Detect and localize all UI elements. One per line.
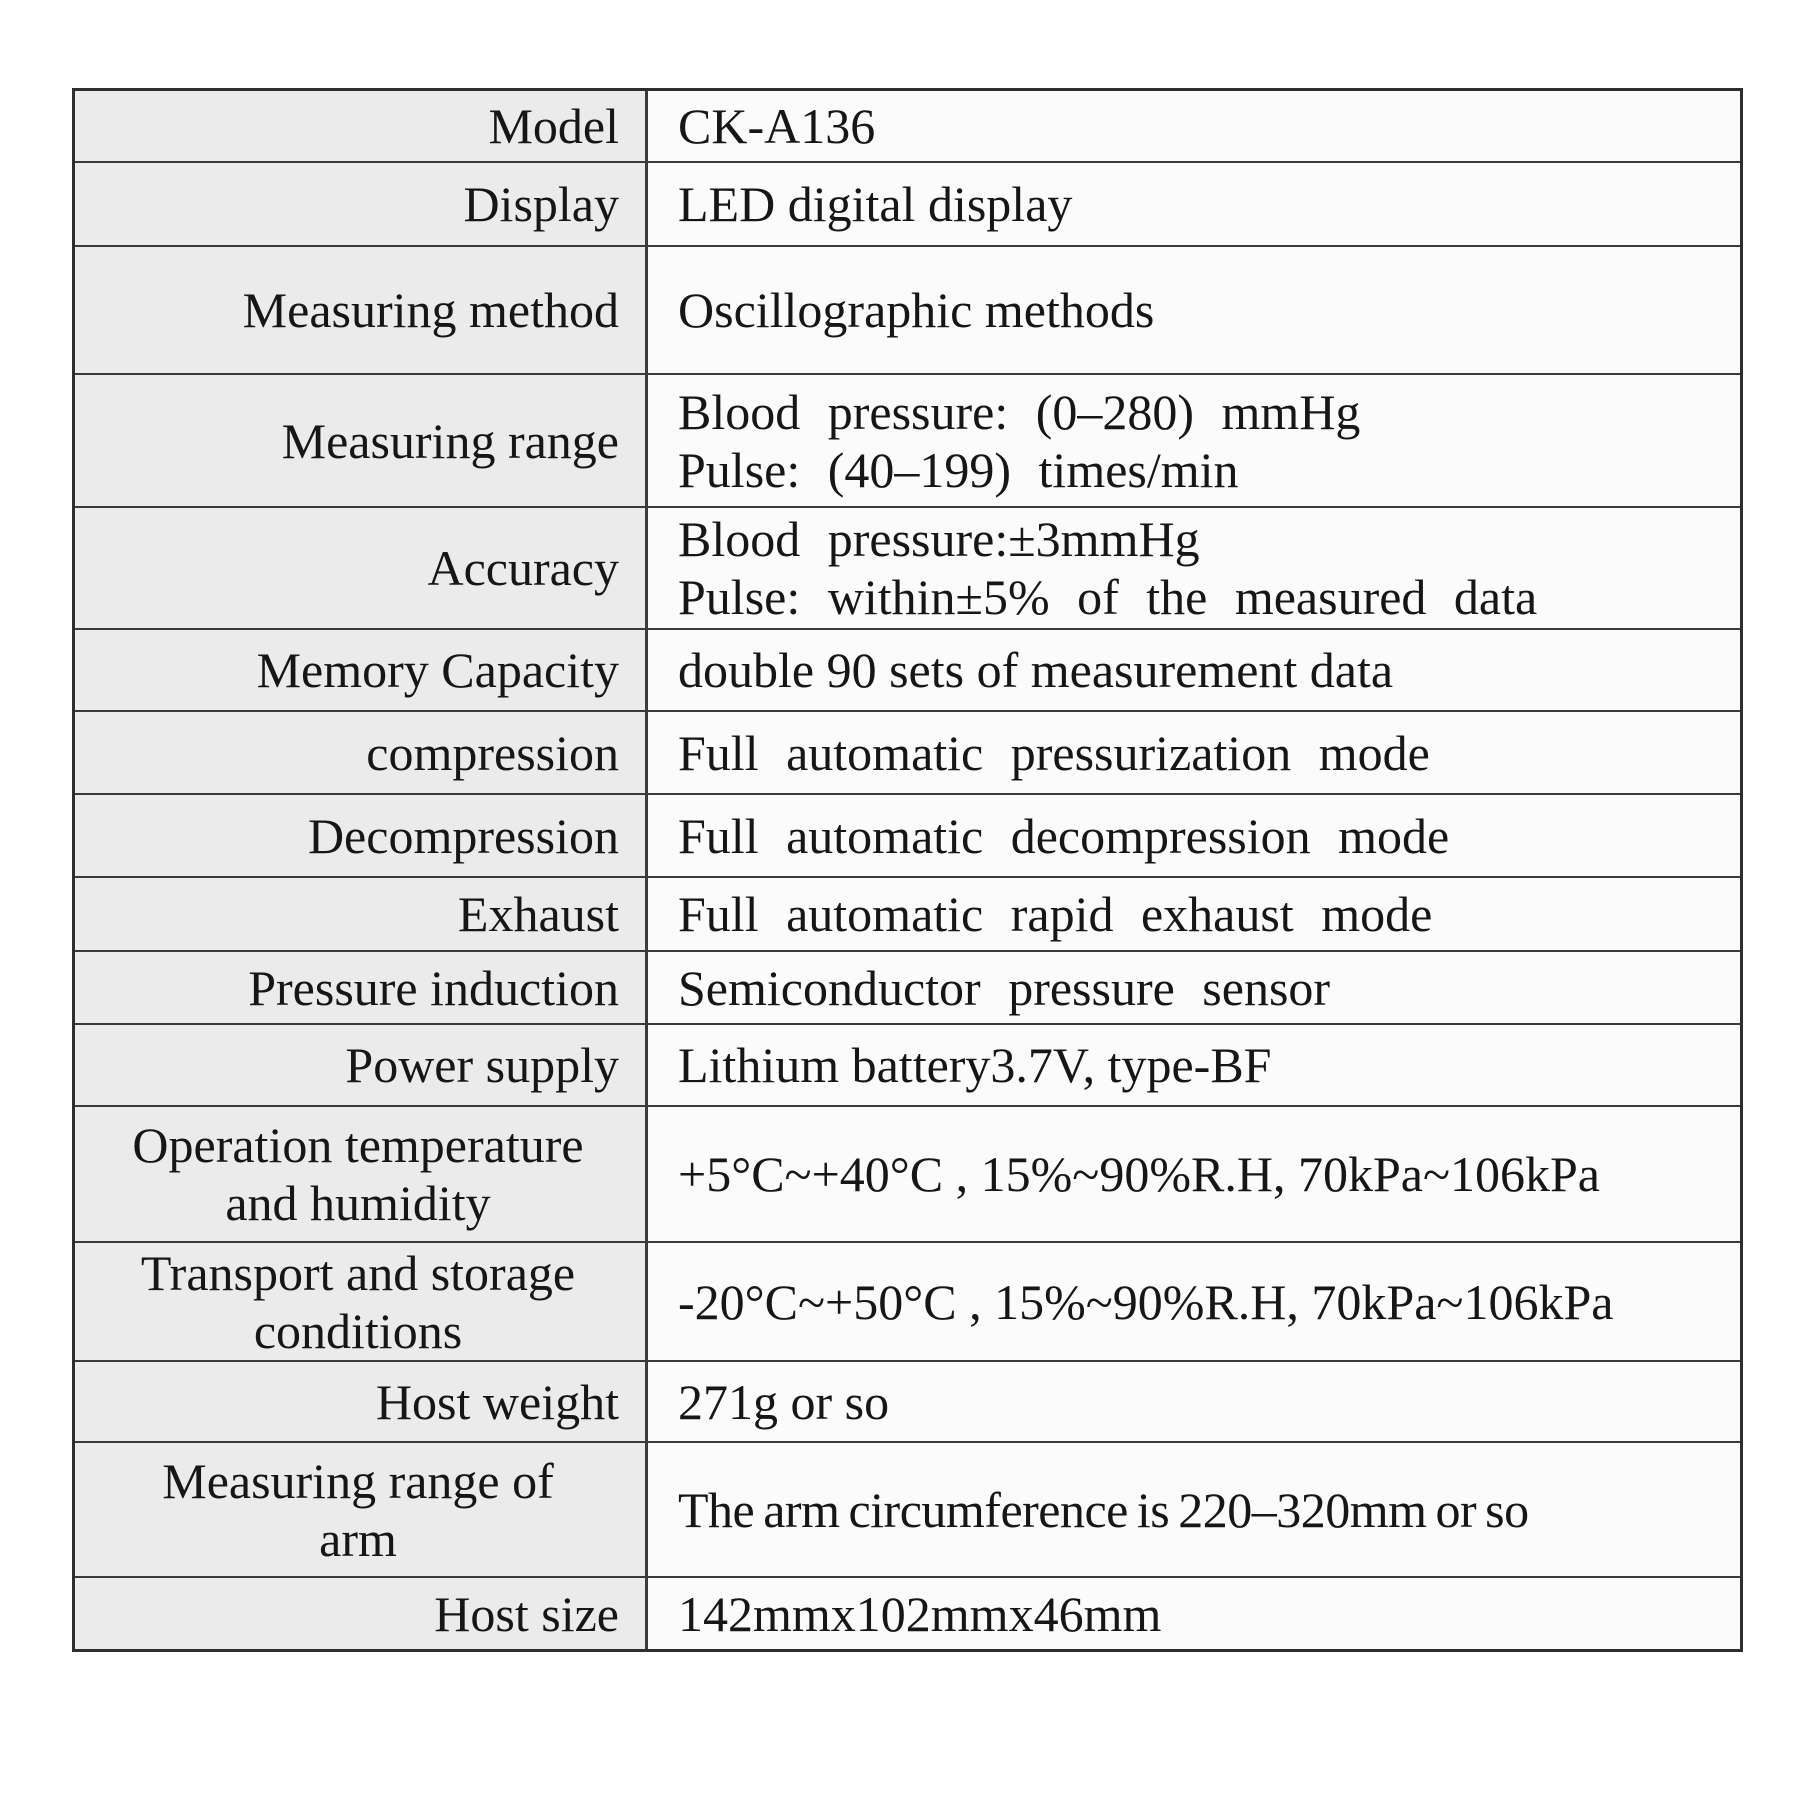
spec-value-host-weight: [648, 1362, 1740, 1441]
value-text: CK-A136: [678, 98, 876, 154]
spec-label-compression: [75, 712, 648, 793]
label-text: compression: [366, 724, 619, 781]
value-text: LED digital display: [678, 176, 1073, 232]
value-text: double 90 sets of measurement data: [678, 642, 1394, 698]
table-row-power-supply: [75, 1023, 1740, 1105]
table-row-arm-range: [75, 1441, 1740, 1576]
table-row-pressure-induction: [75, 950, 1740, 1023]
label-text: Operation temperature: [132, 1117, 584, 1173]
table-row-host-weight: [75, 1360, 1740, 1441]
label-text: Exhaust: [457, 886, 619, 942]
label-text: Host size: [434, 1585, 619, 1642]
value-text: Semiconductor pressure sensor: [678, 959, 1331, 1016]
spec-value-transport-storage: [648, 1243, 1740, 1360]
table-row-transport-storage: [75, 1241, 1740, 1360]
table-row-display: [75, 161, 1740, 245]
value-text: Oscillographic methods: [678, 282, 1155, 338]
label-text: Memory Capacity: [256, 642, 619, 698]
spec-value-accuracy: [648, 508, 1740, 628]
label-text: Measuring range of: [162, 1452, 554, 1509]
table-row-accuracy: [75, 506, 1740, 628]
table-row-memory-capacity: [75, 628, 1740, 710]
table-row-measuring-method: [75, 245, 1740, 373]
table-row-exhaust: [75, 876, 1740, 950]
value-text: Blood pressure: (0–280) mmHg: [678, 383, 1361, 440]
table-row-model: [75, 91, 1740, 161]
table-row-operation-temperature: [75, 1105, 1740, 1241]
label-text: conditions: [253, 1302, 463, 1359]
value-text: 142mmx102mmx46mm: [678, 1585, 1162, 1642]
spec-value-model: [648, 91, 1740, 161]
spec-label-decompression: [75, 795, 648, 876]
spec-label-accuracy: [75, 508, 648, 628]
label-text: and humidity: [225, 1175, 491, 1231]
spec-label-pressure-induction: [75, 952, 648, 1023]
value-text: Pulse: within±5% of the measured data: [678, 569, 1538, 625]
value-text: Lithium battery3.7V, type-BF: [678, 1037, 1272, 1093]
value-text: Full automatic decompression mode: [678, 807, 1450, 864]
value-text: +5°C~+40°C , 15%~90%R.H, 70kPa~106kPa: [678, 1146, 1600, 1202]
label-text: Decompression: [307, 807, 619, 864]
spec-label-operation-temperature: [75, 1107, 648, 1241]
label-text: Host weight: [375, 1373, 619, 1430]
spec-label-exhaust: [75, 878, 648, 950]
label-text: Power supply: [345, 1037, 619, 1093]
label-text: arm: [319, 1510, 397, 1567]
spec-label-host-weight: [75, 1362, 648, 1441]
label-text: Transport and storage: [140, 1244, 576, 1301]
spec-value-compression: [648, 712, 1740, 793]
table-row-measuring-range: [75, 373, 1740, 506]
spec-label-host-size: [75, 1578, 648, 1649]
spec-label-model: [75, 91, 648, 161]
label-text: Measuring method: [242, 282, 619, 338]
value-text: The arm circumference is 220–320mm or so: [678, 1481, 1529, 1538]
spec-value-measuring-method: [648, 247, 1740, 373]
label-text: Pressure induction: [248, 959, 619, 1016]
spec-value-arm-range: [648, 1443, 1740, 1576]
label-text: Measuring range: [281, 412, 619, 469]
spec-value-exhaust: [648, 878, 1740, 950]
table-row-decompression: [75, 793, 1740, 876]
value-text: 271g or so: [678, 1373, 890, 1430]
value-text: -20°C~+50°C , 15%~90%R.H, 70kPa~106kPa: [678, 1273, 1614, 1330]
value-text: Full automatic pressurization mode: [678, 724, 1430, 781]
spec-label-memory-capacity: [75, 630, 648, 710]
spec-label-measuring-method: [75, 247, 648, 373]
spec-label-measuring-range: [75, 375, 648, 506]
value-text: Blood pressure:±3mmHg: [678, 511, 1200, 567]
spec-label-transport-storage: [75, 1243, 648, 1360]
label-text: Display: [463, 176, 619, 232]
table-row-compression: [75, 710, 1740, 793]
table-row-host-size: [75, 1576, 1740, 1649]
spec-value-measuring-range: [648, 375, 1740, 506]
spec-value-memory-capacity: [648, 630, 1740, 710]
value-text: Pulse: (40–199) times/min: [678, 441, 1239, 498]
label-text: Accuracy: [427, 540, 619, 596]
spec-label-display: [75, 163, 648, 245]
spec-table: [72, 88, 1743, 1652]
spec-value-host-size: [648, 1578, 1740, 1649]
spec-label-power-supply: [75, 1025, 648, 1105]
spec-label-arm-range: [75, 1443, 648, 1576]
spec-value-display: [648, 163, 1740, 245]
spec-value-pressure-induction: [648, 952, 1740, 1023]
spec-value-power-supply: [648, 1025, 1740, 1105]
spec-value-operation-temperature: [648, 1107, 1740, 1241]
spec-value-decompression: [648, 795, 1740, 876]
label-text: Model: [488, 98, 619, 154]
value-text: Full automatic rapid exhaust mode: [678, 886, 1433, 942]
